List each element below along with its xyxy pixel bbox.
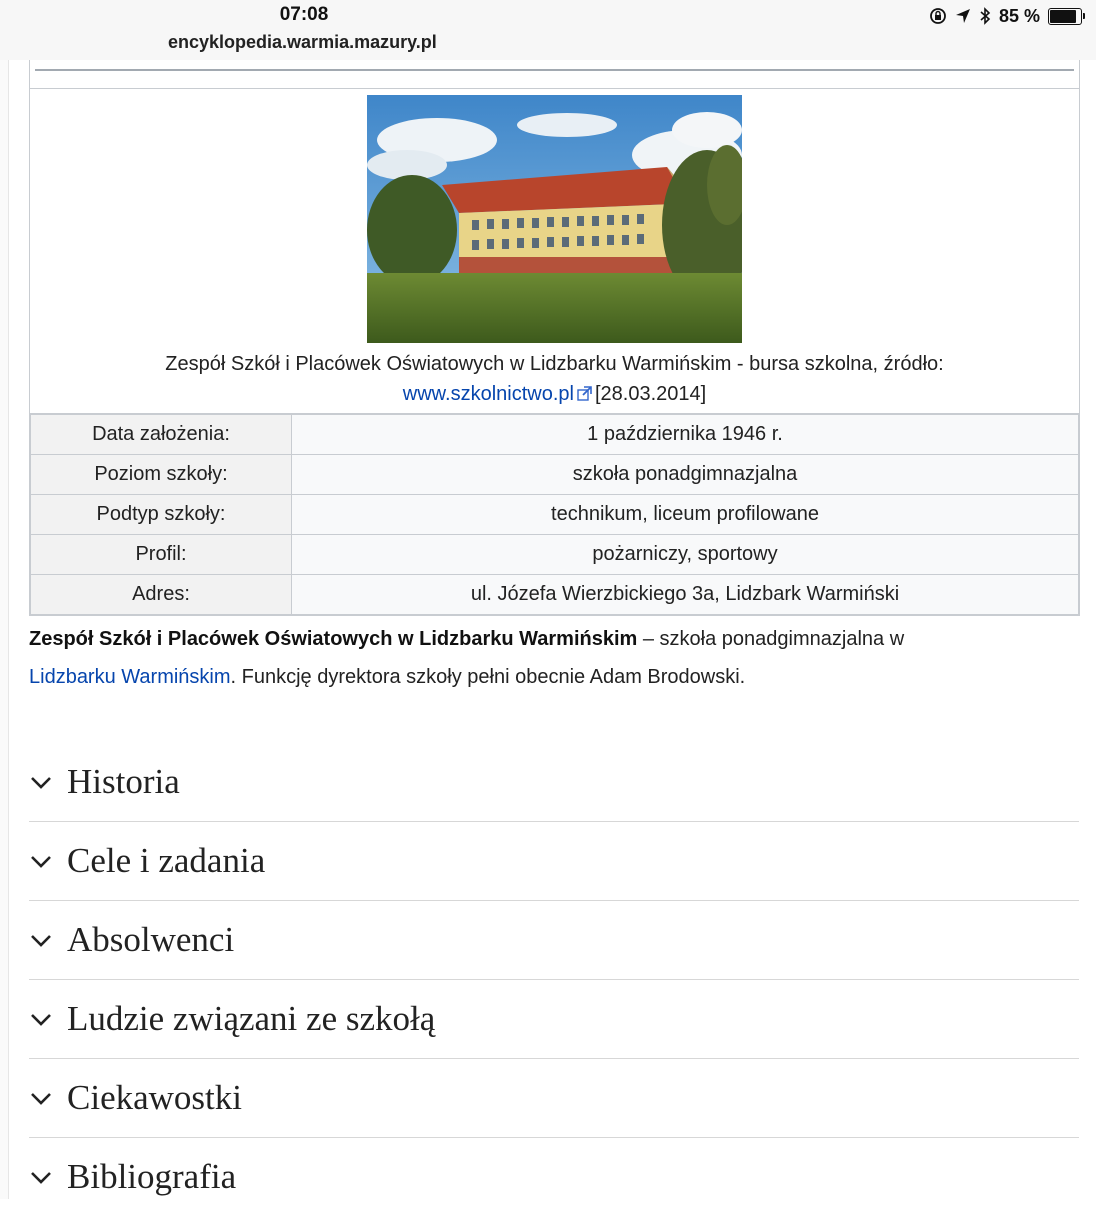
caption-date: [28.03.2014] xyxy=(594,383,707,405)
section-list xyxy=(29,743,1079,1216)
left-edge xyxy=(0,60,9,1199)
city-link[interactable]: Lidzbarku Warmińskim xyxy=(29,666,231,688)
section-title[interactable]: Ciekawostki xyxy=(67,1078,242,1117)
school-photo[interactable] xyxy=(367,95,742,343)
chevron-down-icon[interactable] xyxy=(29,770,53,794)
section-title[interactable]: Ludzie związani ze szkołą xyxy=(67,999,436,1038)
section-title[interactable]: Cele i zadania xyxy=(67,841,266,880)
section-title[interactable]: Bibliografia xyxy=(67,1157,237,1196)
section-historia[interactable] xyxy=(29,743,1079,822)
section-ciekawostki[interactable] xyxy=(29,1059,1079,1138)
row-label: Podtyp szkoły: xyxy=(31,495,292,535)
table-row xyxy=(31,495,1079,535)
battery-icon xyxy=(1048,8,1082,25)
row-label: Data założenia: xyxy=(31,415,292,455)
infobox-image-cell xyxy=(30,89,1079,414)
chevron-down-icon[interactable] xyxy=(29,928,53,952)
image-caption xyxy=(30,349,1079,409)
table-row xyxy=(31,455,1079,495)
battery-percent: 85 % xyxy=(998,5,1040,26)
intro-text-1: – szkoła ponadgimnazjalna w xyxy=(637,628,905,650)
section-bibliografia[interactable] xyxy=(29,1138,1079,1216)
row-value: technikum, liceum profilowane xyxy=(292,495,1079,535)
infobox-header xyxy=(30,60,1079,89)
article-subject: Zespół Szkół i Placówek Oświatowych w Lidzbarku Warmińskim xyxy=(29,628,638,650)
caption-source-link[interactable]: www.szkolnictwo.pl xyxy=(402,383,574,405)
section-absolwenci[interactable] xyxy=(29,901,1079,980)
row-label: Poziom szkoły: xyxy=(31,455,292,495)
intro-text-2: . Funkcję dyrektora szkoły pełni obecnie Adam Brodowski. xyxy=(230,666,746,688)
external-link-icon[interactable] xyxy=(577,386,592,401)
row-label: Profil: xyxy=(31,535,292,575)
bluetooth-icon xyxy=(979,7,991,25)
row-value: pożarniczy, sportowy xyxy=(292,535,1079,575)
status-icons xyxy=(929,5,1082,27)
clock: 07:08 xyxy=(279,4,329,25)
row-value: ul. Józefa Wierzbickiego 3a, Lidzbark Warmiński xyxy=(292,575,1079,615)
rotation-lock-icon xyxy=(929,7,947,25)
row-value: 1 października 1946 r. xyxy=(292,415,1079,455)
section-cele-i-zadania[interactable] xyxy=(29,822,1079,901)
location-arrow-icon xyxy=(955,8,971,24)
row-value: szkoła ponadgimnazjalna xyxy=(292,455,1079,495)
infobox xyxy=(29,60,1080,616)
properties-table xyxy=(30,414,1079,615)
status-bar xyxy=(0,0,1096,60)
address-bar[interactable]: encyklopedia.warmia.mazury.pl xyxy=(168,32,437,52)
section-ludzie[interactable] xyxy=(29,980,1079,1059)
section-title[interactable]: Historia xyxy=(67,762,180,801)
chevron-down-icon[interactable] xyxy=(29,1086,53,1110)
caption-text: Zespół Szkół i Placówek Oświatowych w Lidzbarku Warmińskim - bursa szkolna, źródło: xyxy=(165,353,944,375)
chevron-down-icon[interactable] xyxy=(29,1007,53,1031)
chevron-down-icon[interactable] xyxy=(29,1165,53,1189)
section-title[interactable]: Absolwenci xyxy=(67,920,235,959)
row-label: Adres: xyxy=(31,575,292,615)
table-row xyxy=(31,415,1079,455)
table-row xyxy=(31,535,1079,575)
table-row xyxy=(31,575,1079,615)
chevron-down-icon[interactable] xyxy=(29,849,53,873)
intro-paragraph xyxy=(29,620,1069,696)
